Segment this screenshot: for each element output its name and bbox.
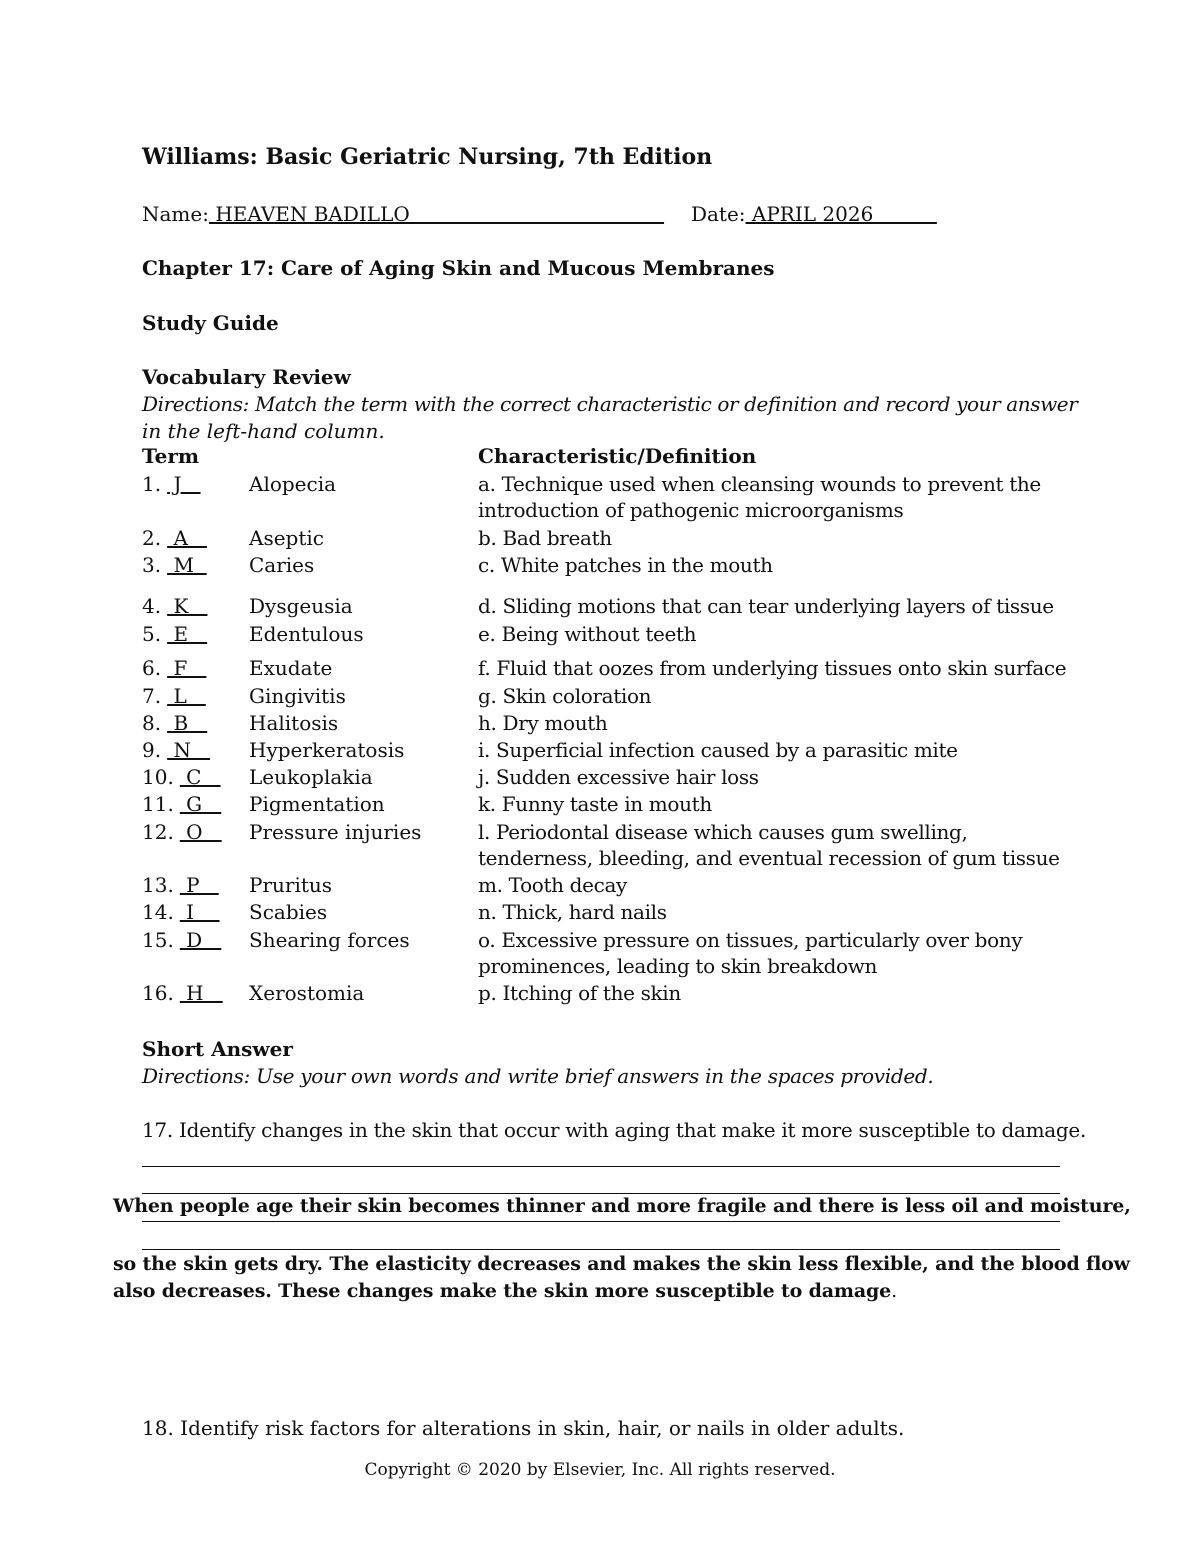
copyright-footer: Copyright © 2020 by Elsevier, Inc. All rights reserved.	[364, 1460, 836, 1480]
book-title: Williams: Basic Geriatric Nursing, 7th Edition	[142, 144, 713, 170]
short-answer-directions: Directions: Use your own words and write brief answers in the spaces provided.	[142, 1064, 934, 1088]
vocab-definition: c. White patches in the mouth	[478, 553, 773, 577]
vocab-definition: l. Periodontal disease which causes gum swelling,	[478, 820, 968, 844]
vocab-term: Pigmentation	[249, 792, 385, 816]
item-number: 3.	[142, 553, 162, 577]
vocab-answer-cell	[142, 711, 215, 735]
vocab-answer-cell	[142, 553, 215, 577]
vocab-term: Aseptic	[249, 526, 324, 550]
vocab-term: Pruritus	[249, 873, 333, 897]
answer-blank[interactable]: P	[179, 873, 219, 897]
vocab-answer-cell	[142, 928, 230, 952]
vocab-definition: k. Funny taste in mouth	[478, 792, 712, 816]
item-number: 6.	[142, 656, 162, 680]
vocab-term: Halitosis	[249, 711, 339, 735]
vocab-definition: prominences, leading to skin breakdown	[478, 954, 878, 978]
answer-17-line-2[interactable]: so the skin gets dry. The elasticity decreases and makes the skin less flexible, and the blood flow	[113, 1253, 1130, 1275]
study-guide-label: Study Guide	[142, 311, 279, 335]
vocab-directions-cont: in the left-hand column.	[142, 419, 385, 443]
vocab-answer-cell	[142, 656, 215, 680]
answer-blank[interactable]: J	[167, 472, 201, 496]
vocab-term: Shearing forces	[249, 928, 410, 952]
vocab-definition: j. Sudden excessive hair loss	[478, 765, 759, 789]
item-number: 9.	[142, 738, 162, 762]
answer-17-line-3[interactable]	[113, 1280, 897, 1302]
question-17: 17. Identify changes in the skin that occur with aging that make it more susceptible to damage.	[142, 1118, 1087, 1142]
vocab-answer-cell	[142, 900, 230, 924]
item-number: 11.	[142, 792, 174, 816]
vocab-answer-cell	[142, 594, 215, 618]
name-line	[142, 202, 953, 226]
answer-blank[interactable]: C	[179, 765, 221, 789]
item-number: 5.	[142, 622, 162, 646]
answer-17-line-3-text: also decreases. These changes make the skin more susceptible to damage	[113, 1280, 892, 1302]
item-number: 7.	[142, 684, 162, 708]
vocab-term: Pressure injuries	[249, 820, 422, 844]
item-number: 16.	[142, 981, 174, 1005]
answer-blank[interactable]: D	[179, 928, 222, 952]
item-number: 2.	[142, 526, 162, 550]
answer-blank[interactable]: G	[179, 792, 222, 816]
vocab-directions: Directions: Match the term with the correct characteristic or definition and record your answer	[142, 392, 1078, 416]
answer-line	[142, 1221, 1060, 1222]
vocab-answer-cell	[142, 472, 215, 496]
answer-blank[interactable]: N	[167, 738, 211, 762]
answer-blank[interactable]: O	[179, 820, 222, 844]
vocab-definition: p. Itching of the skin	[478, 981, 681, 1005]
col-header-term: Term	[142, 444, 200, 468]
short-answer-heading: Short Answer	[142, 1037, 293, 1061]
answer-line	[142, 1249, 1060, 1250]
vocab-definition: g. Skin coloration	[478, 684, 652, 708]
vocab-term: Xerostomia	[249, 981, 365, 1005]
item-number: 14.	[142, 900, 174, 924]
answer-blank[interactable]: B	[167, 711, 208, 735]
vocab-term: Alopecia	[249, 472, 337, 496]
item-number: 15.	[142, 928, 174, 952]
vocab-answer-cell	[142, 765, 230, 789]
answer-line	[142, 1166, 1060, 1167]
vocab-answer-cell	[142, 684, 215, 708]
answer-17-period: .	[891, 1280, 897, 1302]
vocab-answer-cell	[142, 873, 230, 897]
vocab-answer-cell	[142, 820, 230, 844]
answer-blank[interactable]: M	[167, 553, 207, 577]
vocab-definition: d. Sliding motions that can tear underlying layers of tissue	[478, 594, 1054, 618]
vocab-heading: Vocabulary Review	[142, 365, 351, 389]
vocab-definition: tenderness, bleeding, and eventual recession of gum tissue	[478, 846, 1060, 870]
vocab-answer-cell	[142, 738, 215, 762]
vocab-definition: a. Technique used when cleansing wounds to prevent the	[478, 472, 1041, 496]
vocab-definition: h. Dry mouth	[478, 711, 608, 735]
vocab-term: Scabies	[249, 900, 328, 924]
vocab-definition: introduction of pathogenic microorganisms	[478, 498, 904, 522]
answer-blank[interactable]: E	[167, 622, 208, 646]
vocab-term: Hyperkeratosis	[249, 738, 405, 762]
item-number: 10.	[142, 765, 174, 789]
answer-blank[interactable]: A	[167, 526, 207, 550]
date-field[interactable]: APRIL 2026	[745, 202, 937, 226]
answer-blank[interactable]: L	[167, 684, 206, 708]
vocab-definition: i. Superficial infection caused by a parasitic mite	[478, 738, 958, 762]
vocab-definition: e. Being without teeth	[478, 622, 697, 646]
item-number: 8.	[142, 711, 162, 735]
item-number: 1.	[142, 472, 162, 496]
vocab-definition: b. Bad breath	[478, 526, 612, 550]
vocab-answer-cell	[142, 622, 215, 646]
item-number: 4.	[142, 594, 162, 618]
vocab-definition: m. Tooth decay	[478, 873, 627, 897]
answer-line	[142, 1193, 1060, 1194]
item-number: 12.	[142, 820, 174, 844]
answer-17-line-1[interactable]: When people age their skin becomes thinner and more fragile and there is less oil and moisture,	[113, 1195, 1131, 1217]
vocab-definition: f. Fluid that oozes from underlying tissues onto skin surface	[478, 656, 1067, 680]
chapter-title: Chapter 17: Care of Aging Skin and Mucous Membranes	[142, 256, 775, 280]
question-18: 18. Identify risk factors for alterations in skin, hair, or nails in older adults.	[142, 1416, 905, 1440]
vocab-definition: n. Thick, hard nails	[478, 900, 667, 924]
vocab-answer-cell	[142, 981, 230, 1005]
name-field[interactable]: HEAVEN BADILLO	[208, 202, 665, 226]
vocab-term: Exudate	[249, 656, 333, 680]
name-label: Name:	[142, 202, 209, 226]
answer-blank[interactable]: K	[167, 594, 208, 618]
vocab-answer-cell	[142, 792, 230, 816]
vocab-term: Dysgeusia	[249, 594, 353, 618]
item-number: 13.	[142, 873, 174, 897]
answer-blank[interactable]: I	[179, 900, 220, 924]
vocab-term: Edentulous	[249, 622, 364, 646]
vocab-term: Gingivitis	[249, 684, 346, 708]
vocab-answer-cell	[142, 526, 215, 550]
answer-blank[interactable]: H	[179, 981, 223, 1005]
vocab-term: Caries	[249, 553, 315, 577]
vocab-term: Leukoplakia	[249, 765, 373, 789]
vocab-definition: o. Excessive pressure on tissues, particularly over bony	[478, 928, 1023, 952]
answer-blank[interactable]: F	[167, 656, 207, 680]
col-header-definition: Characteristic/Definition	[478, 444, 757, 468]
date-label: Date:	[690, 202, 746, 226]
